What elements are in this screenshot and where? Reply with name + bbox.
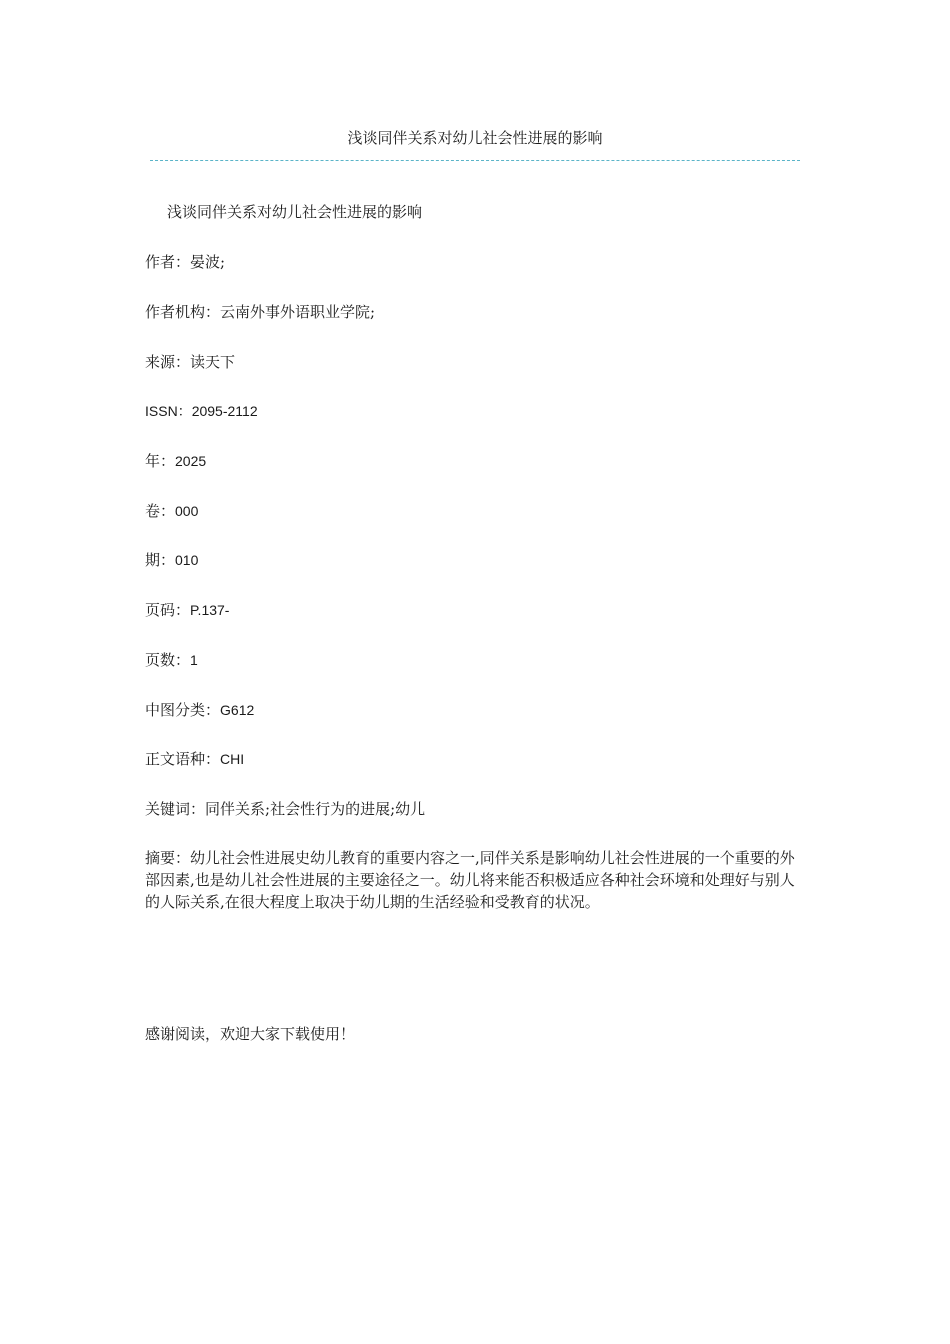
field-value: CHI	[220, 751, 245, 767]
field-value: 晏波;	[190, 253, 226, 271]
field-value: 2025	[175, 453, 207, 469]
field-volume	[145, 499, 198, 523]
document-title: 浅谈同伴关系对幼儿社会性进展的影响	[167, 203, 423, 221]
field-page-count	[145, 648, 198, 672]
abstract	[145, 847, 807, 913]
abstract-text: 幼儿社会性进展史幼儿教育的重要内容之一,同伴关系是影响幼儿社会性进展的一个重要的外部因素,也是幼儿社会性进展的主要途径之一。幼儿将来能否积极适应各种社会环境和处理好与别人的人际关系,在很大程度上取决于幼儿期的生活经验和受教育的状况。	[145, 849, 795, 911]
field-label: 作者：	[145, 253, 191, 271]
field-label: 作者机构：	[145, 303, 221, 321]
field-value: G612	[220, 702, 255, 718]
field-value: 010	[175, 552, 199, 568]
field-value: P.137-	[190, 602, 230, 618]
header-divider	[150, 160, 800, 161]
field-keywords	[145, 797, 425, 821]
field-issue	[145, 548, 198, 572]
field-label: 正文语种：	[145, 750, 221, 768]
field-issn	[145, 399, 258, 423]
thanks-note: 感谢阅读，欢迎大家下载使用！	[145, 1025, 356, 1043]
field-label: 来源：	[145, 353, 191, 371]
field-label: ISSN：	[145, 403, 192, 419]
field-label: 中图分类：	[145, 701, 221, 719]
field-label: 卷：	[145, 502, 176, 520]
field-pages	[145, 598, 229, 622]
field-label: 页数：	[145, 651, 191, 669]
field-value: 云南外事外语职业学院;	[220, 303, 376, 321]
field-label: 年：	[145, 452, 176, 470]
field-value: 000	[175, 503, 199, 519]
field-source	[145, 350, 235, 374]
field-value: 读天下	[190, 353, 236, 371]
field-label: 页码：	[145, 601, 191, 619]
field-author	[145, 250, 225, 274]
field-label: 期：	[145, 551, 176, 569]
abstract-label: 摘要：	[145, 849, 191, 867]
field-language	[145, 747, 244, 771]
header-title: 浅谈同伴关系对幼儿社会性进展的影响	[347, 129, 603, 147]
field-value: 同伴关系;社会性行为的进展;幼儿	[205, 800, 426, 818]
field-value: 2095-2112	[191, 403, 258, 419]
field-affiliation	[145, 300, 375, 324]
field-classification	[145, 698, 254, 722]
field-value: 1	[190, 652, 198, 668]
field-year	[145, 449, 206, 473]
field-label: 关键词：	[145, 800, 206, 818]
